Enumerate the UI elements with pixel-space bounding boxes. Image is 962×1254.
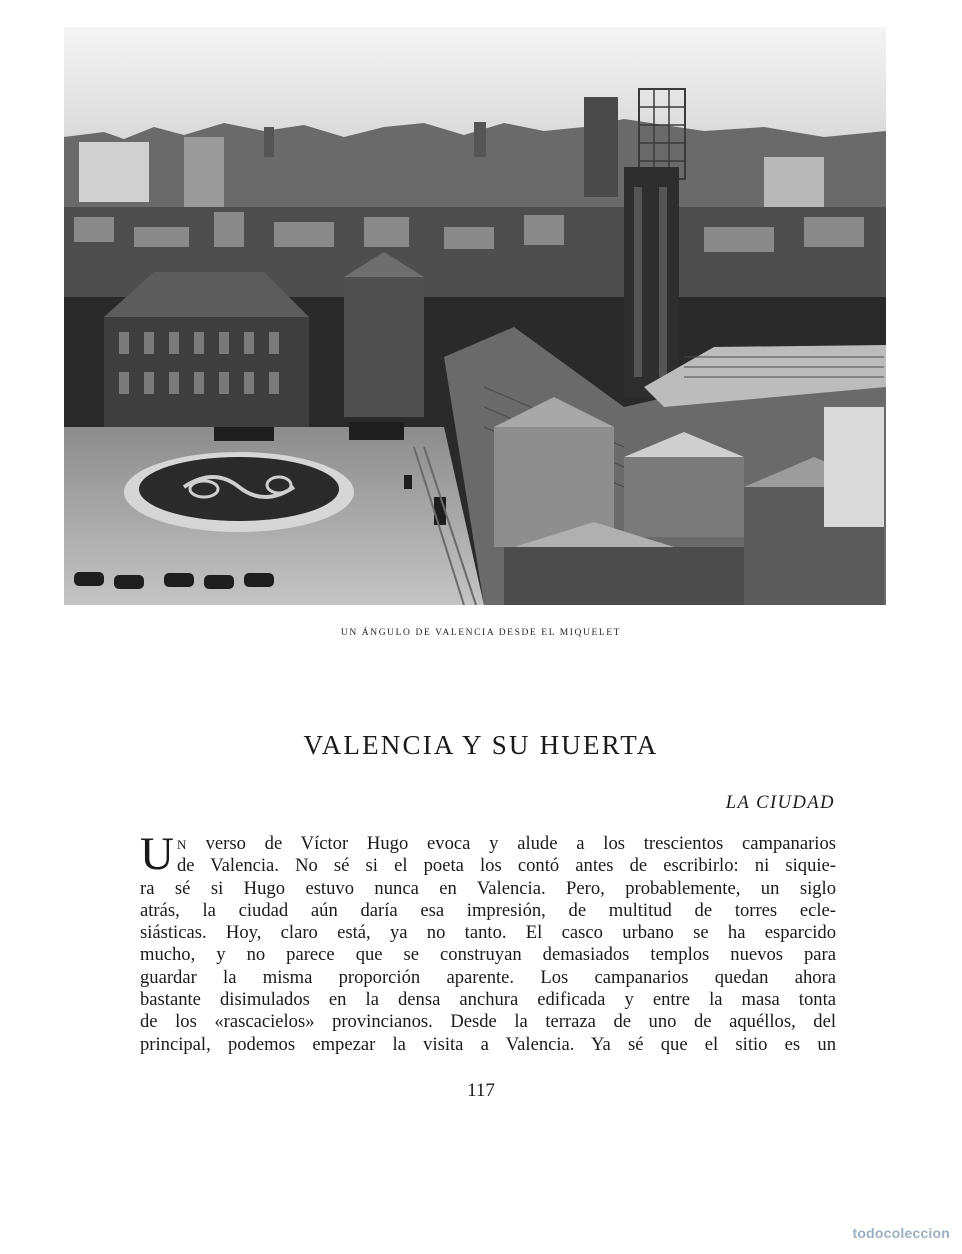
watermark-logo: todocoleccion (852, 1225, 950, 1241)
text-line (140, 833, 836, 855)
chapter-title: VALENCIA Y SU HUERTA (303, 730, 659, 760)
text-line: guardar la misma proporción aparente. Los campanarios quedan ahora (140, 966, 836, 988)
text-line: atrás, la ciudad aún daría esa impresión, de multitud de torres ecle- (140, 899, 836, 921)
body-paragraph (140, 828, 836, 1056)
page-number: 117 (467, 1080, 495, 1101)
first-word-rest: N (176, 837, 187, 852)
text-line: de Valencia. No sé si el poeta los contó antes de escribirlo: ni siquie- (176, 855, 836, 877)
text-line: de los «rascacielos» provincianos. Desde la terraza de uno de aquéllos, del (140, 1011, 836, 1033)
text-line: bastante disimulados en la densa anchura edificada y entre la masa tonta (140, 989, 836, 1011)
valencia-aerial-image (64, 27, 886, 605)
text-line-content: verso de Víctor Hugo evoca y alude a los trescientos campanarios (186, 833, 836, 854)
city-photograph (64, 27, 886, 605)
text-line: ra sé si Hugo estuvo nunca en Valencia. Pero, probablemente, un siglo (140, 877, 836, 899)
text-line: siásticas. Hoy, claro está, ya no tanto. El casco urbano se ha esparcido (140, 922, 836, 944)
photo-caption: UN ÁNGULO DE VALENCIA DESDE EL MIQUELET (340, 628, 622, 638)
drop-cap: U (140, 828, 174, 880)
text-line: mucho, y no parece que se construyan demasiados templos nuevos para (140, 944, 836, 966)
section-heading: LA CIUDAD (725, 793, 835, 813)
text-line: principal, podemos empezar la visita a Valencia. Ya sé que el sitio es un (140, 1033, 836, 1055)
